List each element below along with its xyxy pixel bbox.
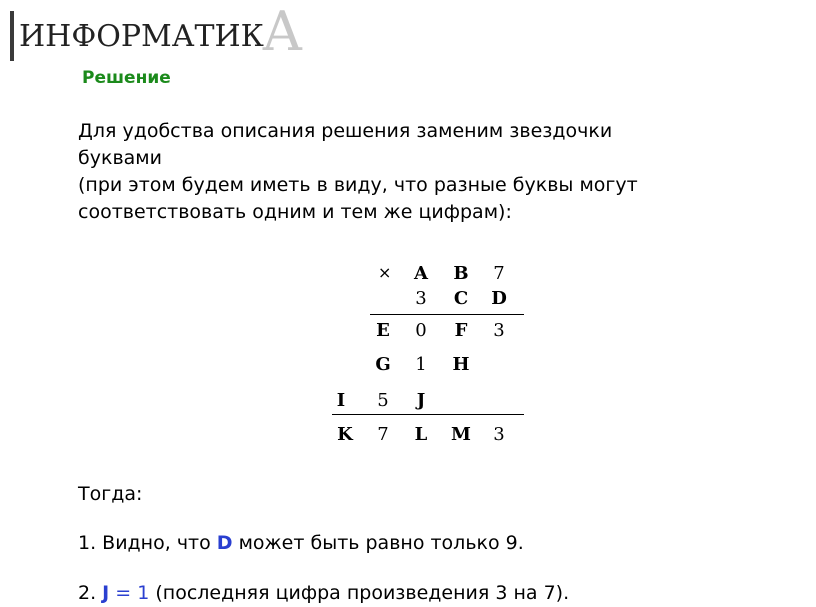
intro-line: (при этом будем иметь в виду, что разные буквы могут [78,174,638,196]
digit-cell: 5 [377,390,389,411]
logo [19,0,303,63]
digit-cell: K [337,424,353,445]
digit-cell: I [336,390,346,411]
digit-cell: J [416,390,426,411]
digit-cell: A [414,263,428,284]
solution-step-1 [78,530,524,557]
intro-line: буквами [78,147,162,169]
digit-cell: 7 [493,263,505,284]
logo-last-letter: А [261,0,303,63]
digit-cell: F [454,320,468,341]
digit-cell: 7 [377,424,389,445]
digit-cell: M [451,424,471,445]
divider-line [370,314,524,315]
section-title: Решение [82,68,171,88]
digit-cell: D [491,288,507,309]
intro-paragraph [78,118,778,226]
intro-line: соответствовать одним и тем же цифрам): [78,201,512,223]
intro-line: Для удобства описания решения заменим звездочки [78,120,613,142]
equals-sign: = [109,582,138,604]
digit-cell: E [376,320,390,341]
solution-step-2 [78,580,569,607]
logo-text: ИНФОРМАТИК [19,19,264,54]
divider-line [332,414,524,415]
digit-cell: 3 [415,288,427,309]
digit-cell: 1 [415,354,427,375]
step-text: может быть равно только 9. [232,532,524,554]
logo-bar [10,11,14,61]
digit-cell: 3 [493,320,505,341]
digit-cell: C [453,288,469,309]
variable-j: J [102,582,110,604]
digit-cell: L [414,424,428,445]
digit-cell: G [375,354,391,375]
digit-cell: B [453,263,469,284]
variable-d: D [216,532,233,554]
then-label: Тогда: [78,483,143,505]
step-text: 1. Видно, что [78,532,217,554]
step-text: 2. [78,582,103,604]
step-text: (последняя цифра произведения 3 на 7). [149,582,570,604]
value-one: 1 [137,582,150,604]
digit-cell: H [452,354,470,375]
digit-cell: 0 [415,320,427,341]
times-sign: × [378,263,392,282]
digit-cell: 3 [493,424,505,445]
